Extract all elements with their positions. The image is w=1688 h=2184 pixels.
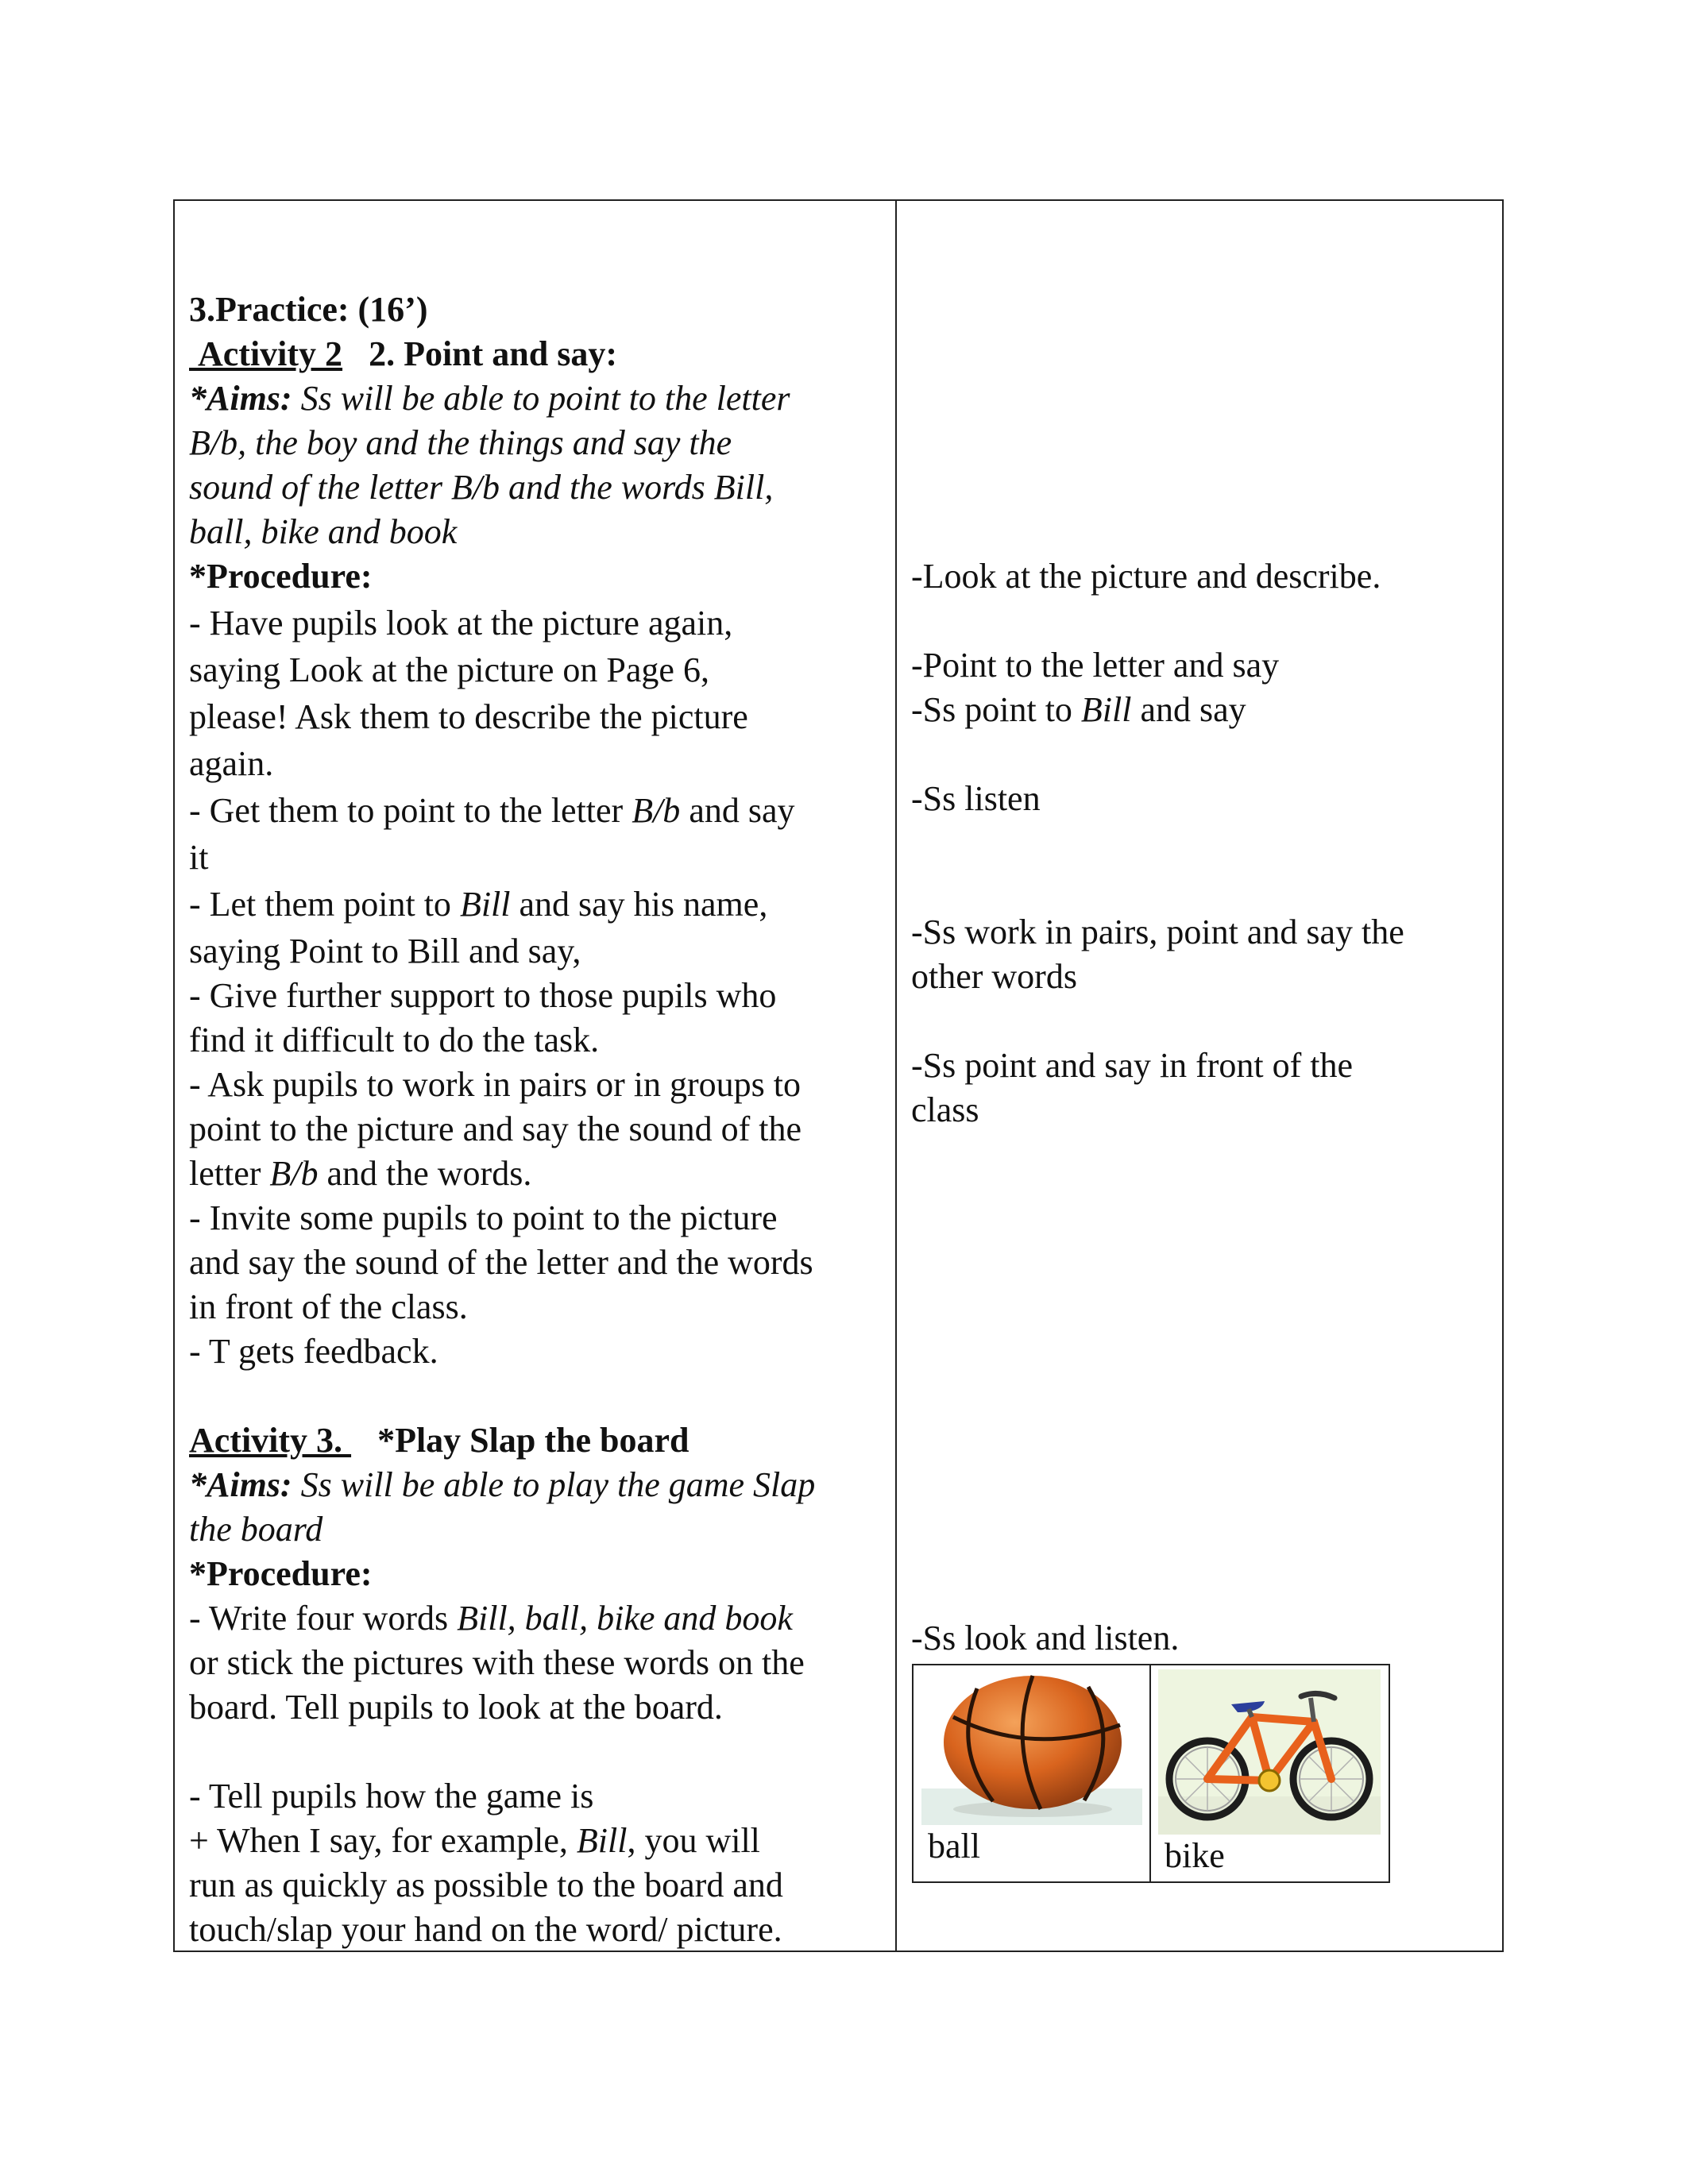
student-action-4: -Ss listen: [911, 779, 1041, 818]
procedure2-line-1: - Have pupils look at the picture again,: [189, 604, 733, 642]
aims3-line-1: *Aims: Ss will be able to play the game Slap: [189, 1465, 816, 1504]
activity2-heading: [189, 332, 617, 376]
aims2-line-2: B/b, the boy and the things and say the: [189, 423, 732, 462]
student-action-8: class: [911, 1090, 979, 1129]
bicycle-icon: [1158, 1669, 1381, 1835]
procedure2-line-5: - Get them to point to the letter B/b and say: [189, 791, 795, 830]
procedure2-line-14: - Invite some pupils to point to the picture: [189, 1198, 778, 1237]
activity2-title: 2. Point and say:: [369, 334, 618, 373]
procedure3-line-3: board. Tell pupils to look at the board.: [189, 1688, 723, 1727]
activity3-title: *Play Slap the board: [377, 1421, 689, 1460]
procedure2-line-8: saying Point to Bill and say,: [189, 932, 581, 970]
practice-heading: 3.Practice: (16’): [189, 290, 428, 329]
student-action-5: -Ss work in pairs, point and say the: [911, 913, 1404, 951]
procedure2-line-4: again.: [189, 744, 274, 783]
aims2-line-4: ball, bike and book: [189, 512, 458, 551]
procedure3-line-5: + When I say, for example, Bill, you will: [189, 1821, 760, 1860]
procedure2-line-10: find it difficult to do the task.: [189, 1021, 600, 1059]
procedure2-line-3: please! Ask them to describe the picture: [189, 697, 748, 736]
procedure2-line-9: - Give further support to those pupils who: [189, 976, 777, 1015]
activity3-label: Activity 3.: [189, 1421, 352, 1460]
picture-table-divider: [1149, 1664, 1151, 1883]
procedure2-line-15: and say the sound of the letter and the words: [189, 1243, 813, 1282]
student-action-2: -Point to the letter and say: [911, 646, 1280, 685]
procedure3-label: *Procedure:: [189, 1554, 373, 1593]
procedure2-line-12: point to the picture and say the sound of the: [189, 1109, 802, 1148]
procedure2-line-2: saying Look at the picture on Page 6,: [189, 650, 709, 689]
ball-caption: ball: [928, 1827, 980, 1866]
procedure3-line-6: run as quickly as possible to the board and: [189, 1866, 783, 1904]
column-divider: [895, 199, 897, 1952]
student-action-7: -Ss point and say in front of the: [911, 1046, 1354, 1085]
procedure2-line-11: - Ask pupils to work in pairs or in groups to: [189, 1065, 801, 1104]
aims2-line-1: *Aims: Ss will be able to point to the letter: [189, 379, 790, 418]
procedure2-line-6: it: [189, 838, 209, 877]
student-action-9: -Ss look and listen.: [911, 1619, 1180, 1657]
aims2-line-3: sound of the letter B/b and the words Bill,: [189, 468, 774, 507]
procedure2-line-17: - T gets feedback.: [189, 1332, 438, 1371]
procedure2-line-13: letter B/b and the words.: [189, 1154, 532, 1193]
procedure2-label: *Procedure:: [189, 557, 373, 596]
procedure2-line-7: - Let them point to Bill and say his name,: [189, 885, 768, 924]
aims3-line-2: the board: [189, 1510, 323, 1549]
bike-caption: bike: [1165, 1836, 1225, 1875]
basketball-icon: [921, 1669, 1142, 1825]
student-action-3: -Ss point to Bill and say: [911, 690, 1246, 729]
procedure3-line-4: - Tell pupils how the game is: [189, 1777, 594, 1815]
activity2-label: Activity 2: [198, 334, 343, 373]
procedure3-line-7: touch/slap your hand on the word/ picture.: [189, 1910, 782, 1949]
student-action-1: -Look at the picture and describe.: [911, 557, 1381, 596]
student-action-6: other words: [911, 957, 1077, 996]
procedure2-line-16: in front of the class.: [189, 1287, 468, 1326]
activity3-heading: [189, 1418, 689, 1463]
procedure3-line-1: - Write four words Bill, ball, bike and book: [189, 1599, 793, 1638]
procedure3-line-2: or stick the pictures with these words on the: [189, 1643, 805, 1682]
